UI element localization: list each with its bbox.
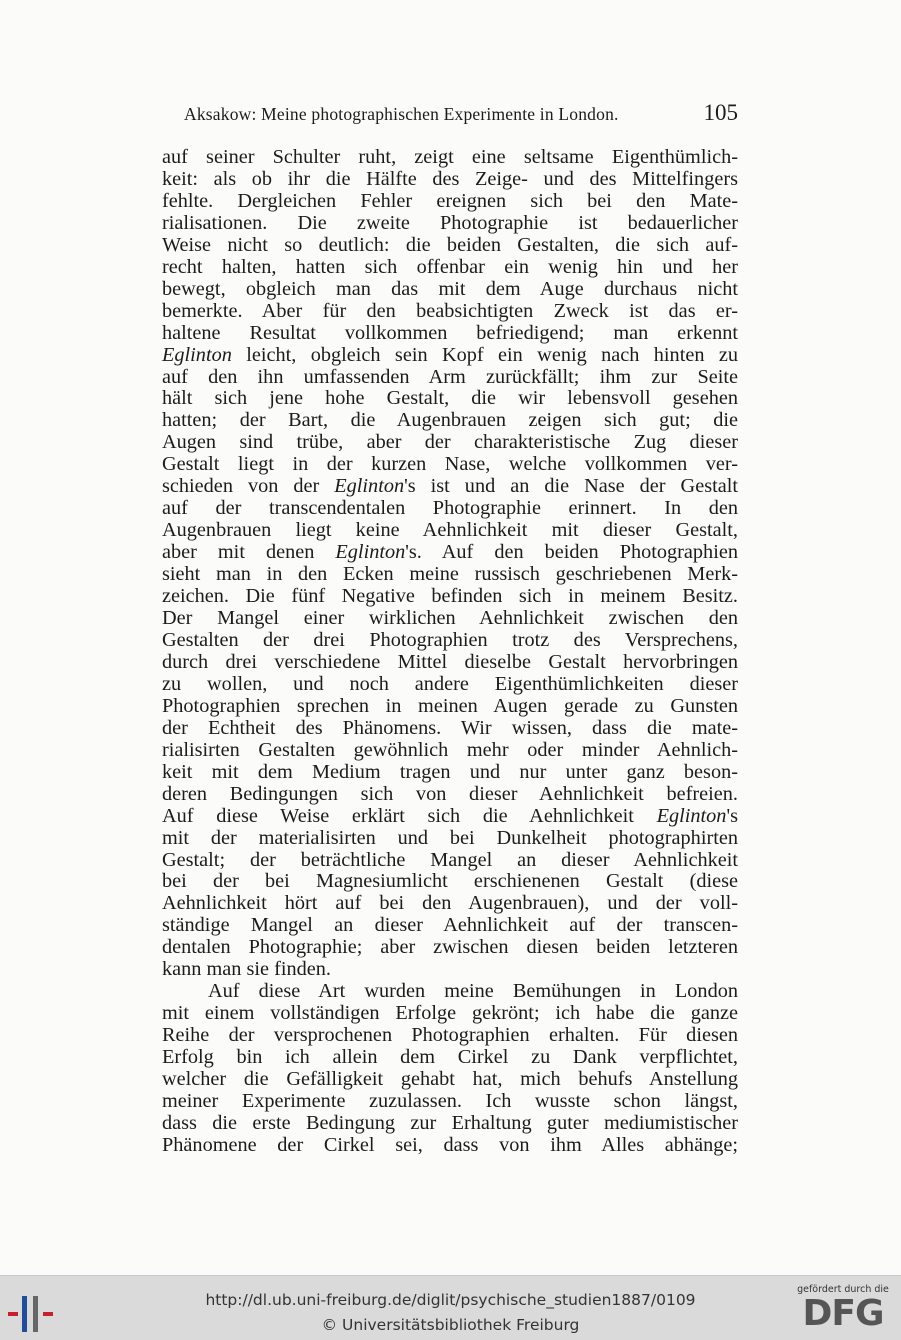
- text-line: ständige Mangel an dieser Aehnlichkeit auf der transcen-: [162, 914, 738, 937]
- text-line: keit: als ob ihr die Hälfte des Zeige- und des Mittelfingers: [162, 167, 738, 190]
- running-title: Aksakow: Meine photographischen Experimente in London.: [184, 104, 619, 124]
- text-line: Augenbrauen liegt keine Aehnlichkeit mit dieser Gestalt,: [162, 519, 738, 542]
- text-line: auf seiner Schulter ruht, zeigt eine seltsame Eigenthümlich-: [162, 146, 738, 168]
- dfg-wordmark: DFG: [802, 1293, 884, 1334]
- text-line: mit einem vollständigen Erfolge gekrönt; ich habe die ganze: [162, 1002, 738, 1025]
- text-line: Phänomene der Cirkel sei, dass von ihm Alles abhänge;: [162, 1133, 738, 1156]
- text-line: kann man sie finden.: [162, 958, 331, 981]
- page-number: 105: [703, 100, 738, 125]
- dfg-caption: gefördert durch die: [797, 1284, 889, 1295]
- text-line: hält sich jene hohe Gestalt, die wir lebensvoll gesehen: [162, 387, 738, 410]
- text-line: rialisirten Gestalten gewöhnlich mehr oder minder Aehnlich-: [162, 738, 738, 761]
- italic-name: Eglinton: [334, 475, 405, 498]
- text-line: keit mit dem Medium tragen und nur unter ganz beson-: [162, 760, 738, 783]
- viewer-footer: [0, 1275, 901, 1340]
- copyright-notice: © Universitätsbibliothek Freiburg: [321, 1316, 580, 1334]
- italic-name: Eglinton: [335, 541, 406, 564]
- text-line: Photographien sprechen in meinen Augen gerade zu Gunsten: [162, 694, 738, 717]
- text-line: Gestalten der drei Photographien trotz des Versprechens,: [162, 628, 738, 651]
- text-line: meiner Experimente zuzulassen. Ich wusste schon längst,: [162, 1089, 738, 1112]
- text-line: Weise nicht so deutlich: die beiden Gestalten, die sich auf-: [162, 233, 738, 256]
- text-line: bewegt, obgleich man das mit dem Auge durchaus nicht: [162, 277, 738, 300]
- text-line: deren Bedingungen sich von dieser Aehnlichkeit befreien.: [162, 782, 738, 805]
- text-line: mit der materialisirten und bei Dunkelheit photographirten: [162, 826, 738, 849]
- text-line: auf der transcendentalen Photographie erinnert. In den: [162, 497, 738, 520]
- text-line: Eglinton leicht, obgleich sein Kopf ein wenig nach hinten zu: [162, 343, 738, 366]
- text-line: hatten; der Bart, die Augenbrauen zeigen sich gut; die: [162, 409, 738, 432]
- text-line: Aehnlichkeit hört auf bei den Augenbrauen), und der voll-: [162, 892, 738, 915]
- text-line: Gestalt liegt in der kurzen Nase, welche vollkommen ver-: [162, 453, 738, 476]
- text-line: Der Mangel einer wirklichen Aehnlichkeit zwischen den: [162, 607, 738, 630]
- text-line: fehlte. Dergleichen Fehler ereignen sich bei den Mate-: [162, 189, 738, 212]
- text-line: rialisationen. Die zweite Photographie ist bedauerlicher: [162, 211, 738, 234]
- text-line: Reihe der versprochenen Photographien erhalten. Für diesen: [162, 1024, 738, 1047]
- text-line: Gestalt; der beträchtliche Mangel an dieser Aehnlichkeit: [162, 848, 738, 871]
- body-text: [162, 147, 738, 1157]
- dfg-logo-icon: [793, 1284, 893, 1336]
- text-line: dentalen Photographie; aber zwischen diesen beiden letzteren: [162, 936, 738, 959]
- text-line: aber mit denen Eglinton's. Auf den beiden Photographien: [162, 541, 738, 564]
- text-line: der Echtheit des Phänomens. Wir wissen, dass die mate-: [162, 716, 738, 739]
- text-line: zu wollen, und noch andere Eigenthümlichkeiten dieser: [162, 672, 738, 695]
- text-line: bei der bei Magnesiumlicht erschienenen Gestalt (diese: [162, 870, 738, 893]
- italic-name: Eglinton: [162, 343, 232, 366]
- text-line: welcher die Gefälligkeit gehabt hat, mich behufs Anstellung: [162, 1068, 738, 1091]
- text-line: auf den ihn umfassenden Arm zurückfällt; ihm zur Seite: [162, 365, 738, 388]
- text-line: Augen sind trübe, aber der charakteristische Zug dieser: [162, 431, 738, 454]
- page-header: [182, 100, 738, 128]
- text-line: schieden von der Eglinton's ist und an die Nase der Gestalt: [162, 475, 738, 498]
- text-line: zeichen. Die fünf Negative befinden sich in meinem Besitz.: [162, 585, 738, 608]
- text-line: bemerkte. Aber für den beabsichtigten Zweck ist das er-: [162, 299, 738, 322]
- text-line: Auf diese Art wurden meine Bemühungen in London: [208, 980, 738, 1003]
- permalink-url[interactable]: http://dl.ub.uni-freiburg.de/diglit/psychische_studien1887/0109: [205, 1291, 696, 1309]
- text-line: haltene Resultat vollkommen befriedigend; man erkennt: [162, 321, 738, 344]
- text-line: durch drei verschiedene Mittel dieselbe Gestalt hervorbringen: [162, 650, 738, 673]
- text-line: Auf diese Weise erklärt sich die Aehnlichkeit Eglinton's: [162, 804, 738, 827]
- italic-name: Eglinton: [656, 804, 727, 827]
- text-line: sieht man in den Ecken meine russisch geschriebenen Merk-: [162, 563, 738, 586]
- text-line: dass die erste Bedingung zur Erhaltung guter mediumistischer: [162, 1111, 738, 1134]
- text-line: Erfolg bin ich allein dem Cirkel zu Dank verpflichtet,: [162, 1046, 738, 1069]
- text-line: recht halten, hatten sich offenbar ein wenig hin und her: [162, 255, 738, 278]
